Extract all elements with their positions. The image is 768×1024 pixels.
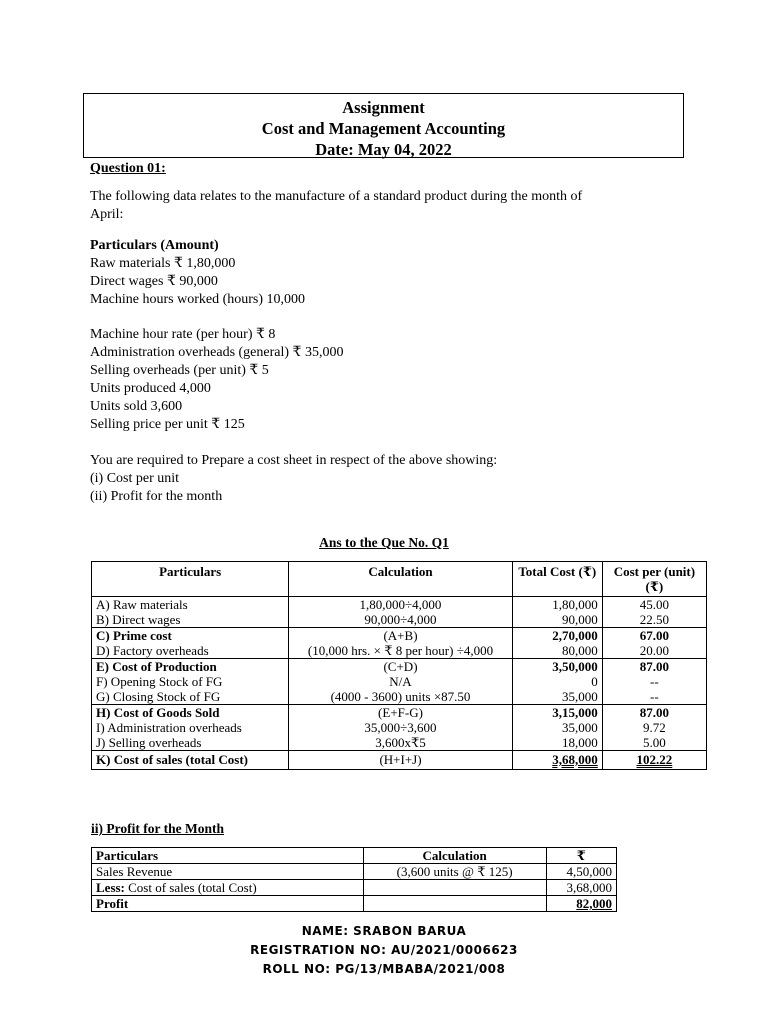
- cell-per-unit: 20.00: [602, 643, 706, 659]
- cell-calculation: [363, 896, 546, 912]
- profit-value: 82,000: [576, 896, 612, 911]
- cell-calculation: (C+D): [289, 659, 513, 675]
- cell-per-unit: 5.00: [602, 735, 706, 751]
- cell-total: 90,000: [512, 612, 602, 628]
- table-row: [92, 628, 707, 644]
- requirement-intro: You are required to Prepare a cost sheet in respect of the above showing:: [90, 453, 498, 468]
- cell-particulars: E) Cost of Production: [92, 659, 289, 675]
- cell-particulars: F) Opening Stock of FG: [92, 674, 289, 689]
- cell-particulars: B) Direct wages: [92, 612, 289, 628]
- cell-calculation: (4000 - 3600) units ×87.50: [289, 689, 513, 705]
- total-per-unit-value: 102.22: [636, 752, 673, 767]
- cell-total: 35,000: [512, 689, 602, 705]
- cell-calculation: 35,000÷3,600: [289, 720, 513, 735]
- table-row: [92, 705, 707, 721]
- profit-section-title: ii) Profit for the Month: [91, 821, 224, 836]
- cell-particulars: J) Selling overheads: [92, 735, 289, 751]
- cell-calculation: (A+B): [289, 628, 513, 644]
- cell-total: 1,80,000: [512, 597, 602, 613]
- cell-total: 18,000: [512, 735, 602, 751]
- table-row: [92, 612, 707, 628]
- assignment-header: [83, 93, 684, 158]
- col-header-rupee: ₹: [546, 848, 616, 864]
- cell-calculation: (3,600 units @ ₹ 125): [363, 864, 546, 880]
- cell-total: 3,50,000: [512, 659, 602, 675]
- cell-calculation: [363, 880, 546, 896]
- less-prefix: Less:: [96, 880, 125, 895]
- col-header-particulars: Particulars: [92, 562, 289, 597]
- table-header-row: [92, 562, 707, 597]
- cell-calculation: 1,80,000÷4,000: [289, 597, 513, 613]
- cell-per-unit: 87.00: [602, 659, 706, 675]
- col-header-total-cost: Total Cost (₹): [512, 562, 602, 597]
- intro-paragraph: The following data relates to the manufacture of a standard product during the month of April:: [90, 189, 583, 222]
- cell-particulars: H) Cost of Goods Sold: [92, 705, 289, 721]
- requirement-item: (i) Cost per unit: [90, 471, 180, 486]
- cell-particulars: G) Closing Stock of FG: [92, 689, 289, 705]
- particulars-heading: Particulars (Amount): [90, 238, 219, 253]
- cell-total: 35,000: [512, 720, 602, 735]
- table-row: [92, 896, 617, 912]
- cell-per-unit: 67.00: [602, 628, 706, 644]
- particular-line: Machine hours worked (hours) 10,000: [90, 292, 306, 307]
- cell-per-unit: 87.00: [602, 705, 706, 721]
- particulars-block-2: [90, 326, 610, 434]
- table-row: [92, 674, 707, 689]
- table-row: [92, 880, 617, 896]
- cell-calculation: 3,600x₹5: [289, 735, 513, 751]
- cell-total: 80,000: [512, 643, 602, 659]
- less-text: Cost of sales (total Cost): [124, 880, 257, 895]
- cell-particulars: D) Factory overheads: [92, 643, 289, 659]
- cell-per-unit: 9.72: [602, 720, 706, 735]
- particular-line: Administration overheads (general) ₹ 35,000: [90, 345, 344, 360]
- particular-line: Raw materials ₹ 1,80,000: [90, 256, 236, 271]
- table-row: [92, 659, 707, 675]
- cell-calculation: N/A: [289, 674, 513, 689]
- cell-particulars: A) Raw materials: [92, 597, 289, 613]
- cell-calculation: (H+I+J): [289, 751, 513, 770]
- cell-per-unit: --: [602, 689, 706, 705]
- answer-title: Ans to the Que No. Q1: [319, 535, 449, 550]
- student-name: NAME: SRABON BARUA: [301, 924, 467, 938]
- table-row: [92, 597, 707, 613]
- cell-calculation: 90,000÷4,000: [289, 612, 513, 628]
- cell-amount: 3,68,000: [546, 880, 616, 896]
- cell-particulars: Sales Revenue: [92, 864, 364, 880]
- particulars-block: [90, 237, 610, 309]
- cost-sheet-table: [91, 561, 707, 770]
- cell-per-unit: 22.50: [602, 612, 706, 628]
- header-title: Assignment: [342, 98, 425, 117]
- requirement-item: (ii) Profit for the month: [90, 489, 223, 504]
- roll-number: ROLL NO: PG/13/MBABA/2021/008: [262, 962, 506, 976]
- col-header-particulars: Particulars: [92, 848, 364, 864]
- col-header-calculation: Calculation: [363, 848, 546, 864]
- particular-line: Selling overheads (per unit) ₹ 5: [90, 363, 269, 378]
- cell-calculation: (E+F-G): [289, 705, 513, 721]
- cell-calculation: (10,000 hrs. × ₹ 8 per hour) ÷4,000: [289, 643, 513, 659]
- total-cost-value: 3,68,000: [552, 752, 598, 767]
- header-course: Cost and Management Accounting: [261, 119, 506, 138]
- requirements-block: [90, 452, 610, 506]
- table-row: [92, 720, 707, 735]
- cell-per-unit: [602, 751, 706, 770]
- particular-line: Units produced 4,000: [90, 381, 211, 396]
- cell-amount: 4,50,000: [546, 864, 616, 880]
- question-label: Question 01:: [90, 161, 166, 176]
- table-row: [92, 735, 707, 751]
- registration-number: REGISTRATION NO: AU/2021/0006623: [250, 943, 518, 957]
- cell-total: 3,15,000: [512, 705, 602, 721]
- table-row: [92, 643, 707, 659]
- cell-particulars: K) Cost of sales (total Cost): [92, 751, 289, 770]
- table-header-row: [92, 848, 617, 864]
- particular-line: Units sold 3,600: [90, 399, 183, 414]
- cell-total: 2,70,000: [512, 628, 602, 644]
- table-row: [92, 864, 617, 880]
- col-header-cost-per-unit: Cost per (unit) (₹): [602, 562, 706, 597]
- profit-table: [91, 847, 617, 912]
- cell-amount: [546, 896, 616, 912]
- cell-total: [512, 751, 602, 770]
- cell-per-unit: 45.00: [602, 597, 706, 613]
- table-row: [92, 751, 707, 770]
- table-row: [92, 689, 707, 705]
- cell-particulars: [92, 880, 364, 896]
- particular-line: Machine hour rate (per hour) ₹ 8: [90, 327, 276, 342]
- particular-line: Selling price per unit ₹ 125: [90, 417, 245, 432]
- cell-per-unit: --: [602, 674, 706, 689]
- cell-total: 0: [512, 674, 602, 689]
- cell-particulars: I) Administration overheads: [92, 720, 289, 735]
- cell-particulars: Profit: [92, 896, 364, 912]
- particular-line: Direct wages ₹ 90,000: [90, 274, 218, 289]
- header-date: Date: May 04, 2022: [315, 140, 452, 159]
- col-header-calculation: Calculation: [289, 562, 513, 597]
- cell-particulars: C) Prime cost: [92, 628, 289, 644]
